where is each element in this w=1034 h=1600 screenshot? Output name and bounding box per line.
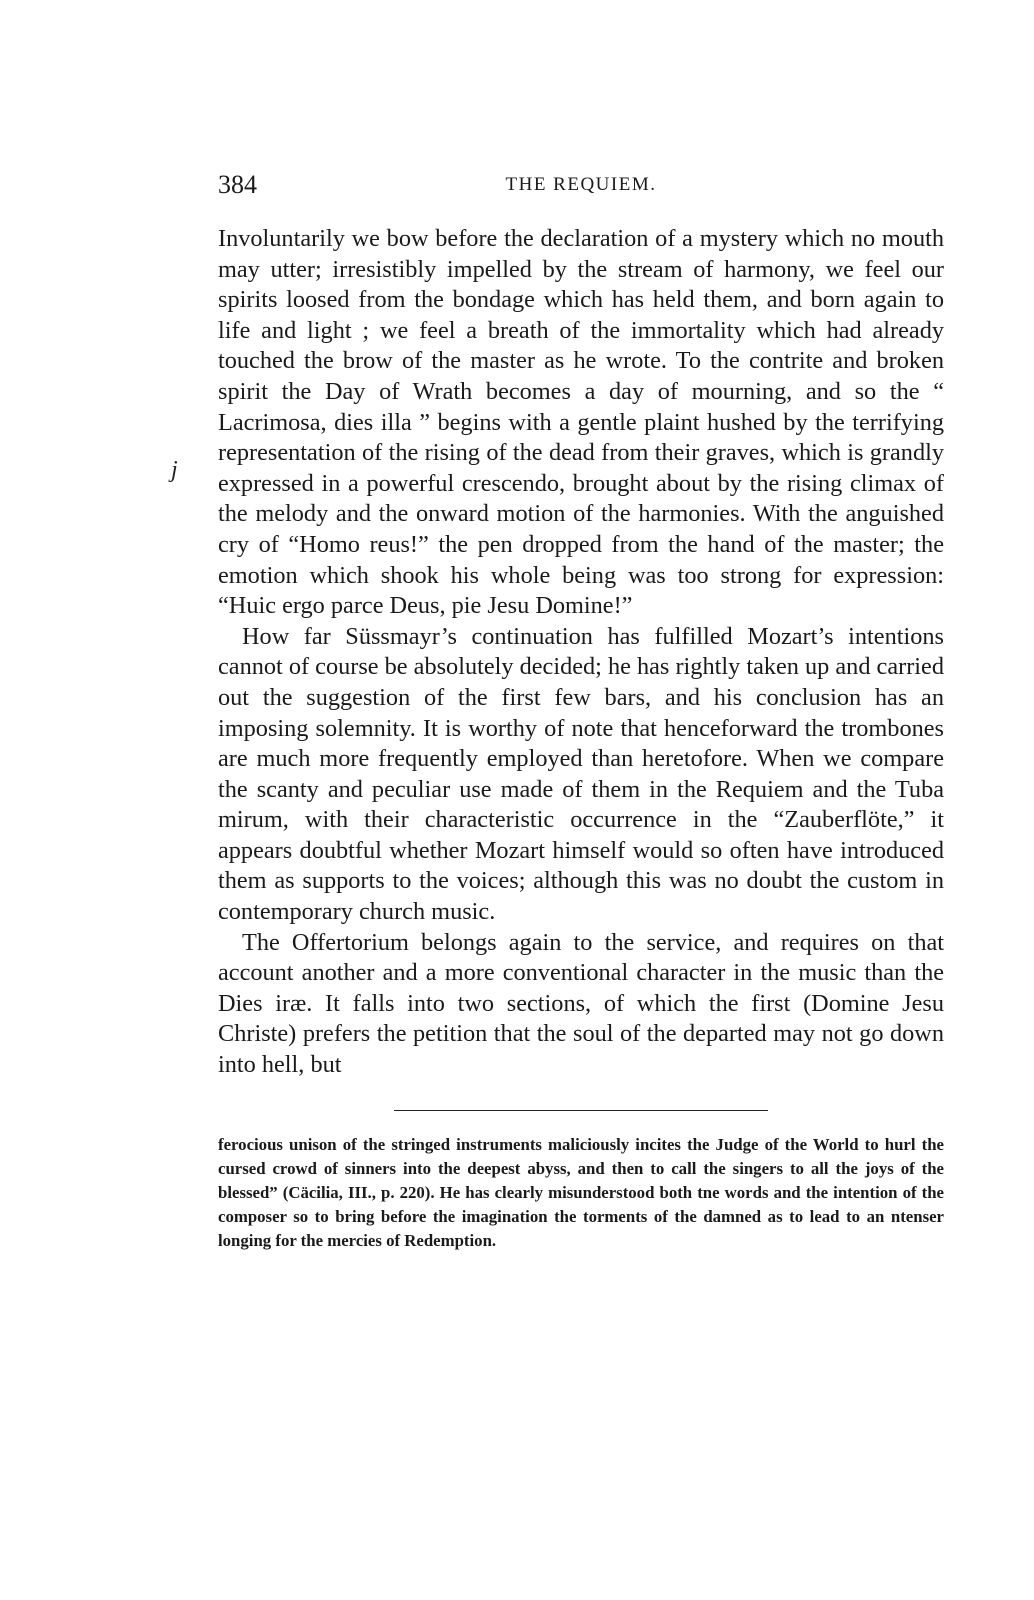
paragraph-3: The Offertorium belongs again to the service, and requires on that account another and a more conventional character in the music than the Dies iræ. It falls into two sections, of which the first (Domine Jesu Christe) prefers the petition that the soul of the departed may not go down into hell, but <box>218 928 944 1079</box>
footnote: ferocious unison of the stringed instruments maliciously incites the Judge of the World to hurl the cursed crowd of sinners into the deepest abyss, and then to call the singers to all the joys of the blessed” (Cäcilia, III., p. 220). He has clearly misunderstood both tne words and the intention of the composer so to bring before the imagination the torments of the damned as to lead to an ntenser longing for the mercies of Redemption. <box>218 1134 944 1250</box>
book-page <box>218 170 944 1269</box>
paragraph-1: Involuntarily we bow before the declaration of a mystery which no mouth may utter; irresistibly impelled by the stream of harmony, we feel our spirits loosed from the bondage which has held them, and born again to life and light ; we feel a breath of the immortality which had already touched the brow of the master as he wrote. To the contrite and broken spirit the Day of Wrath becomes a day of mourning, and so the “ Lacrimosa, dies illa ” begins with a gentle plaint hushed by the terrifying representation of the rising of the dead from their graves, which is grandly expressed in a powerful crescendo, brought about by the rising climax of the melody and the onward motion of the harmonies. With the anguished cry of “Homo reus!” the pen dropped from the hand of the master; the emotion which shook his whole being was too strong for expression: “Huic ergo parce Deus, pie Jesu Domine!” <box>218 225 944 620</box>
paragraph-2: How far Süssmayr’s continuation has fulfilled Mozart’s intentions cannot of course be absolutely decided; he has rightly taken up and carried out the suggestion of the first few bars, and his conclusion has an imposing solemnity. It is worthy of note that henceforward the trombones are much more frequently employed than heretofore. When we compare the scanty and peculiar use made of them in the Requiem and the Tuba mirum, with their characteristic occurrence in the “Zauberflöte,” it appears doubtful whether Mozart himself would so often have introduced them as supports to the voices; although this was no doubt the custom in contemporary church music. <box>218 622 944 926</box>
footnote-divider <box>394 1110 768 1111</box>
margin-pencil-mark: j <box>171 457 178 483</box>
running-title: THE REQUIEM. <box>505 174 657 195</box>
page-header <box>218 170 944 202</box>
body-text <box>218 224 944 1081</box>
page-number: 384 <box>218 170 257 199</box>
